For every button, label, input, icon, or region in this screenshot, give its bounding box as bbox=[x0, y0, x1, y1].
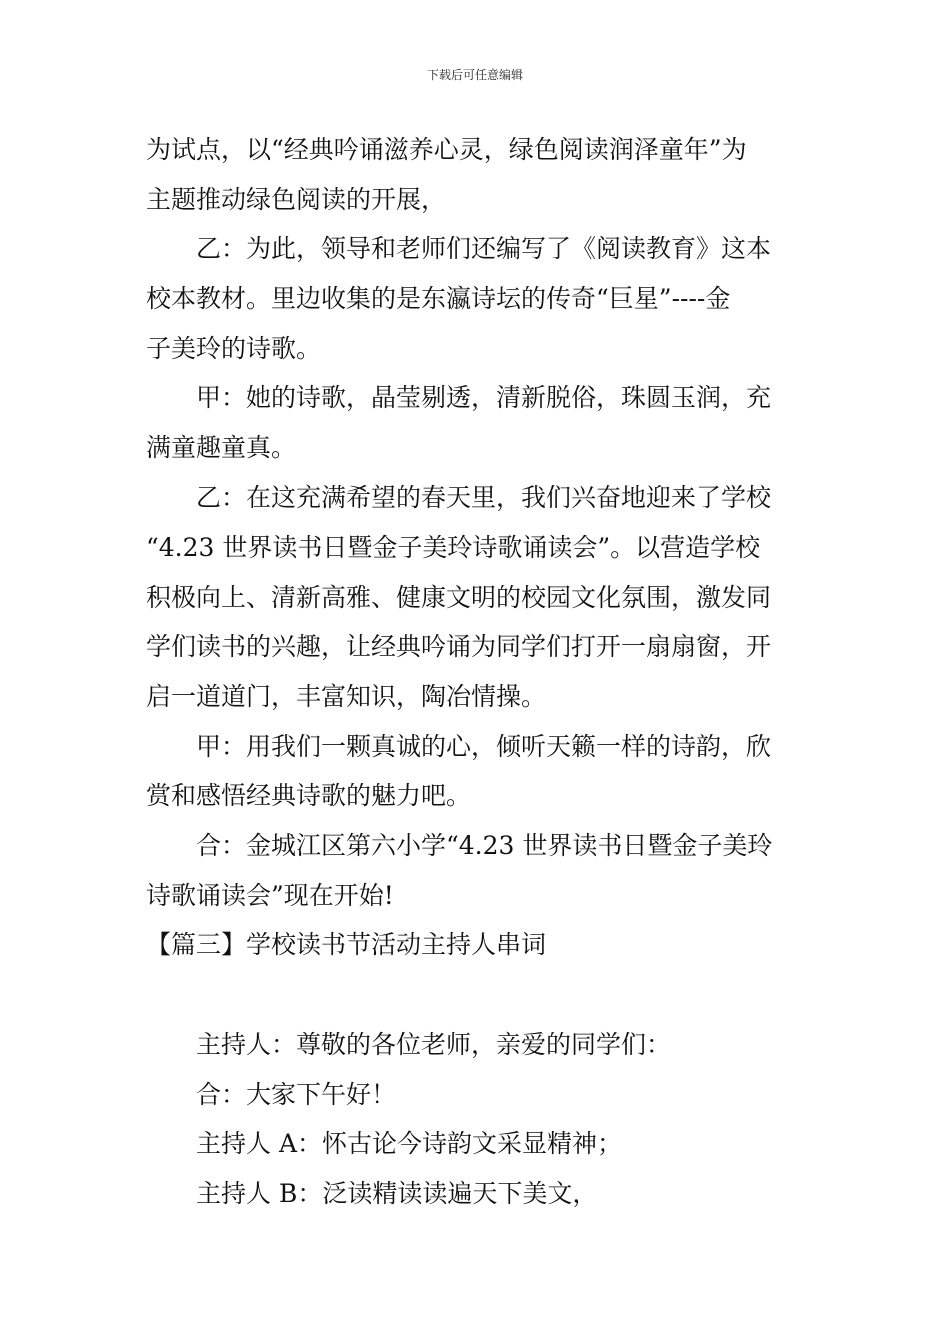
text-line: 为试点，以“经典吟诵滋养心灵，绿色阅读润泽童年”为 bbox=[146, 135, 747, 164]
text-line: 主持人 A：怀古论今诗韵文采显精神； bbox=[196, 1129, 623, 1158]
text-line: “4.23 世界读书日暨金子美玲诗歌诵读会”。以营造学校 bbox=[146, 533, 761, 562]
text-line: 主持人 B：泛读精读读遍天下美文， bbox=[196, 1179, 598, 1208]
section-heading: 【篇三】学校读书节活动主持人串词 bbox=[146, 930, 547, 959]
page-header: 下载后可任意编辑 bbox=[426, 68, 523, 82]
text-line: 满童趣童真。 bbox=[146, 433, 297, 462]
text-line: 合：金城江区第六小学“4.23 世界读书日暨金子美玲 bbox=[196, 831, 773, 860]
text-line: 乙：为此，领导和老师们还编写了《阅读教育》这本 bbox=[196, 234, 772, 263]
text-line: 主题推动绿色阅读的开展， bbox=[146, 185, 447, 214]
text-line: 合：大家下午好！ bbox=[196, 1080, 397, 1109]
text-line: 学们读书的兴趣，让经典吟诵为同学们打开一扇扇窗，开 bbox=[146, 632, 772, 661]
text-line: 甲：用我们一颗真诚的心，倾听天籁一样的诗韵，欣 bbox=[196, 732, 772, 761]
text-line: 积极向上、清新高雅、健康文明的校园文化氛围，激发同 bbox=[146, 583, 772, 612]
text-line: 主持人：尊敬的各位老师，亲爱的同学们： bbox=[196, 1030, 672, 1059]
text-line: 赏和感悟经典诗歌的魅力吧。 bbox=[146, 781, 472, 810]
text-line: 甲：她的诗歌，晶莹剔透，清新脱俗，珠圆玉润，充 bbox=[196, 383, 772, 412]
text-line: 诗歌诵读会”现在开始! bbox=[146, 881, 394, 910]
text-line: 启一道道门，丰富知识，陶冶情操。 bbox=[146, 682, 547, 711]
text-line: 子美玲的诗歌。 bbox=[146, 334, 322, 363]
text-line: 乙：在这充满希望的春天里，我们兴奋地迎来了学校 bbox=[196, 483, 772, 512]
text-line: 校本教材。里边收集的是东瀛诗坛的传奇“巨星”----金 bbox=[146, 284, 731, 313]
